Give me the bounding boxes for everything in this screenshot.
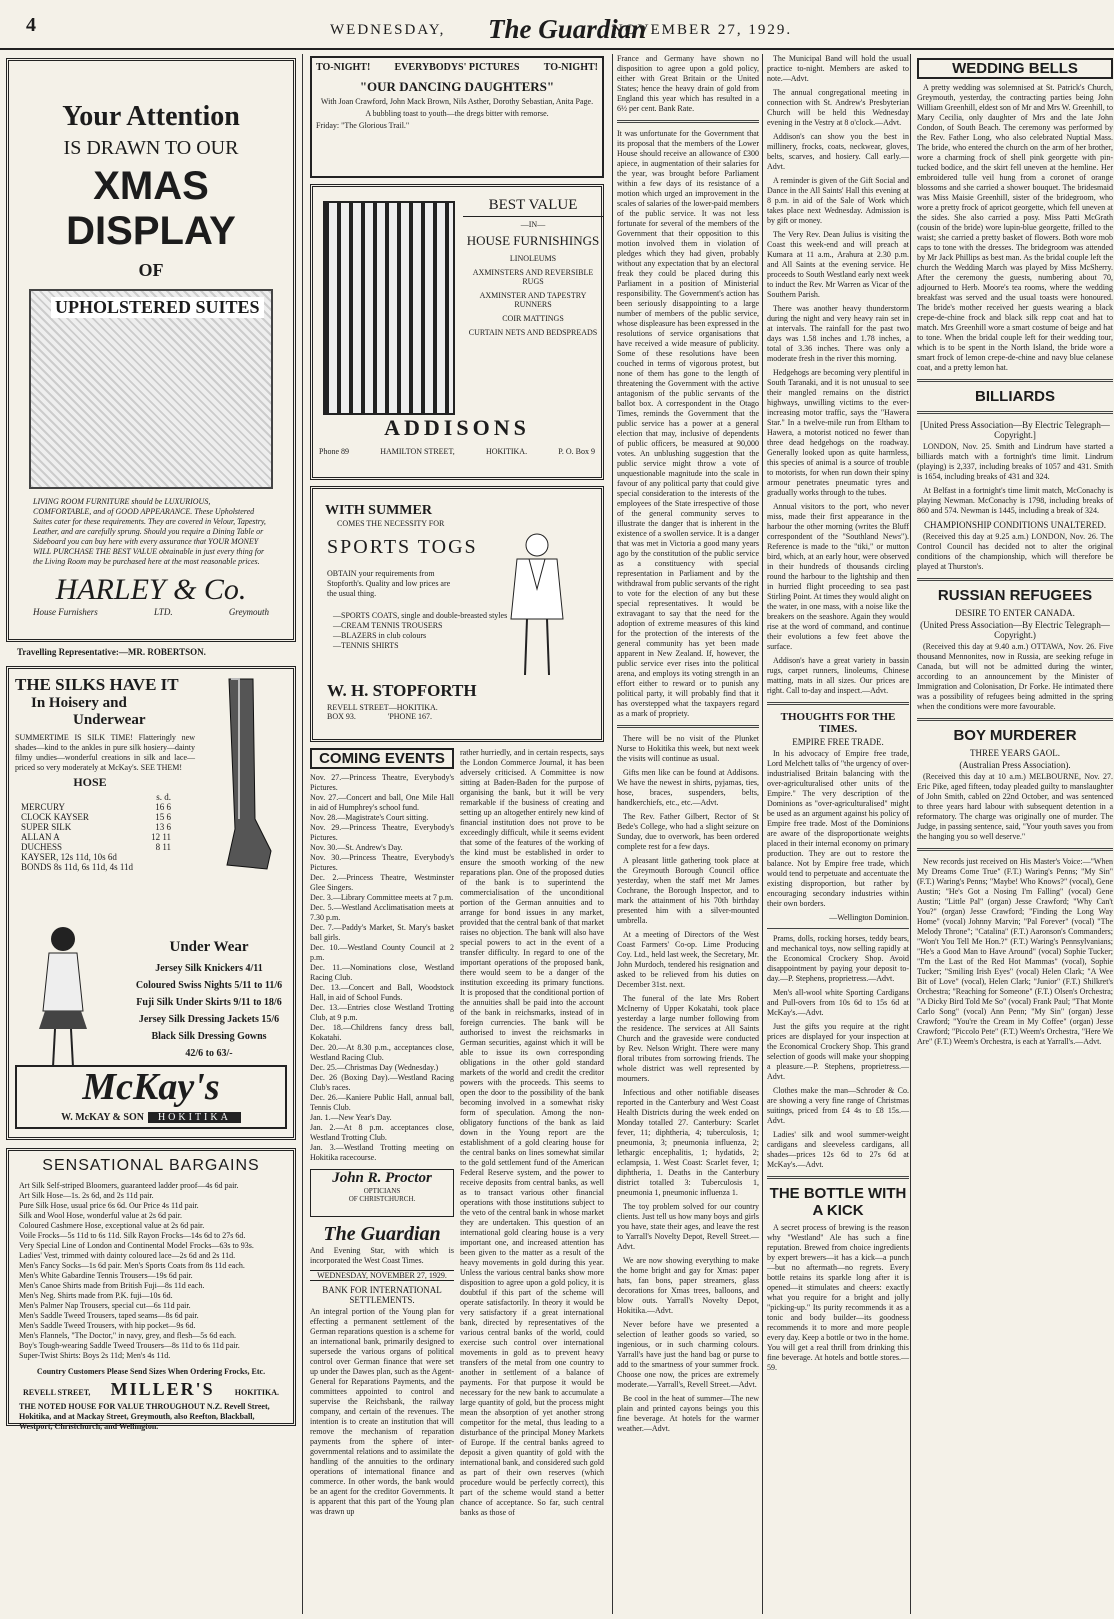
- list-item: Dec. 3.—Library Committee meets at 7 p.m.: [310, 893, 454, 902]
- hose-col-s: s.: [156, 792, 162, 802]
- mckay-logo: [15, 1065, 287, 1129]
- list-item: AXMINSTER AND TAPESTRY RUNNERS: [479, 291, 587, 309]
- list-item: Men's Neg. Shirts made from P.K. fuji—10s 6d.: [19, 1291, 173, 1300]
- coming-events-title: COMING EVENTS: [310, 748, 454, 769]
- furniture-illustration: [29, 289, 273, 489]
- list-item: —SPORTS COATS, single and double-breasted styles: [333, 611, 508, 620]
- hose-title: HOSE: [73, 775, 107, 789]
- list-item: Dec. 25.—Christmas Day (Wednesday.): [310, 1063, 439, 1072]
- list-item: Men's Fancy Socks—1s 6d pair. Men's Sports Coats from 8s 11d each.: [19, 1261, 245, 1270]
- list-item: Dec. 18.—Childrens fancy dress ball, Kokatahi.: [310, 1023, 454, 1042]
- millers-brand: MILLER'S: [110, 1379, 215, 1399]
- silks-head: THE SILKS HAVE IT: [15, 675, 179, 694]
- mckay-silks-ad: [6, 666, 296, 1140]
- addisons-copy: [463, 197, 603, 342]
- public-service-leader: It was unfortunate for the Government that its proposal that the members of the Lower House should receive an allowance of £300 apiece, in augmentation of their salaries for the year, was brought before Parliament within a few days of its resistance of a motion which urged an improvement in the scales of salaries of the lower-paid members of the public service. It was not less fortunate for several of the members of the Government that their opposition to this motion involved them in violation of pledges which they had given, probably without any expectation that by an electoral freak they could be placed during this Parliament in a position of Ministerial responsibility. The Government's action has been seriously disappointing to a large number of members of the public service, whose displeasure has been expressed in the resolutions of service organisations that have received a wide measure of publicity. Some of these resolutions have been couched in terms of vigorous protest, but none of them has gone to the length of threatening the Government with the active antagonism of the public servants of the ballot box. A correspondent in the Otago Times, reminds the Government that the public service has a power at a general election that may, inclusive of dependents of public officers, be measured at 90,000 votes. An unblushing suggestion that the public service might throw a vote of unquestionable magnitude into the scale in favour of any political party that could give special consideration to the interests of the employees of the State irrespective of those of the general community serves to illustrate the danger that is inherent in the existence of a swollen service. It is a danger that was met in Victoria a good many years ago by the constitution of the public service as a constituency with special representation in Parliament and by the withdrawal from public servants of the right to vote for the election of any but these special representatives. It would be extravagant to say that the need for the adoption of extreme measures of this kind for the protection of the interests of the general community has yet been made apparent in New Zealand. If, however, the public service ever rises into the political arena, and employs its voting strength in an effort either to reward or to punish any political party, it will probably find that it has overstepped what the taxpayers regard as a mark of propriety.: [617, 129, 760, 718]
- ad-display-heading: XMAS DISPLAY: [66, 164, 236, 253]
- list-item: Addison's can show you the best in millinery, frocks, coats, neckwear, gloves, belts, scarves, and hosiery. Call early.—Advt.: [767, 132, 909, 171]
- proctor-ad: [310, 1169, 454, 1217]
- list-item: Nov. 30.—St. Andrew's Day.: [310, 843, 403, 852]
- list-item: The Rev. Father Gilbert, Rector of St Bede's College, who had a slight seizure on Sunday, due to overwork, has been ordered complete rest for a few days.: [617, 812, 759, 851]
- list-item: Men's Canoe Shirts made from British Fuji—8s 11d each.: [19, 1281, 205, 1290]
- list-item: Men's all-wool white Sporting Cardigans and Pull-overs from 10s 6d to 15s 6d at McKay's.—Advt.: [767, 988, 909, 1017]
- hose-name: MERCURY: [21, 802, 66, 812]
- table-row: [21, 802, 171, 812]
- millers-footer: THE NOTED HOUSE FOR VALUE THROUGHOUT N.Z. Revell Street, Hokitika, and at Mackay Street, Greymouth, also Reefton, Blackball, Westport, Christchurch, and Wellington.: [19, 1402, 270, 1431]
- stopforth-box: BOX 93.: [327, 712, 356, 721]
- list-item: —TENNIS SHIRTS: [333, 641, 399, 650]
- list-item: Never before have we presented a selection of leather goods so varied, so ingenious, or in such charming colours. Yarrall's have just the hand bag or purse to add to the smartness of your summer frock. Choose one now, the prices are extremely moderate.—Yarrall's, Revell Street.—Advt.: [617, 1320, 759, 1389]
- addisons-town: HOKITIKA.: [485, 447, 528, 456]
- ad-of: OF: [138, 260, 164, 280]
- list-item: Prams, dolls, rocking horses, teddy bears, and mechanical toys, now selling rapidly at the Economical Crockery Shop. Avoid disappointment by paying your deposit to-day.—P. Stephens, proprietress.—Advt.: [767, 934, 909, 983]
- bottle-text: A secret process of brewing is the reason why "Westland" Ale has such a fine reputation. Brewed from choice ingredients by expert brewers—it has a kick—a punch—but no aftermath—no regrets. Every bottle retains its sparkle long after it is opened—it stimulates and cheers: exactly what you require for a bright and jolly "picking-up." Its purity recommends it as a tonic and body builder—its goodness recommends it to more and more people every day. Keep a bottle or two in the home. You will get a real thrill from drinking this fine beverage. At hotels and bottle stores.—59.: [767, 1223, 909, 1372]
- table-row: [21, 842, 171, 852]
- billiards-head2: CHAMPIONSHIP CONDITIONS UNALTERED.: [923, 520, 1107, 530]
- mckay-town: HOKITIKA: [148, 1112, 241, 1123]
- hose-table: [21, 792, 171, 872]
- film-tagline: A bubbling toast to youth—the dregs bitter with remorse.: [365, 109, 549, 118]
- list-item: The annual congregational meeting in connection with St. Andrew's Presbyterian Church will be held this Wednesday evening in the Vestry at 8 o'clock.—Advt.: [767, 88, 909, 127]
- divider: [917, 578, 1113, 581]
- list-item: Dec. 13.—Concert and Ball, Woodstock Hall, in aid of School Funds.: [310, 983, 454, 1002]
- film-friday: Friday: "The Glorious Trail.": [316, 121, 410, 130]
- divider: [917, 848, 1113, 851]
- list-item: Men's Saddle Tweed Trousers, with hip pocket—9s 6d.: [19, 1321, 196, 1330]
- list-item: Jan. 3.—Westland Trotting meeting on Hokitika racecourse.: [310, 1143, 454, 1162]
- billiards-p2: At Belfast in a fortnight's time limit match, McConachy is playing Newman. McConachy is 1798, including breaks of 860 and 574. Newman is 1445, including a break of 324.: [917, 486, 1113, 515]
- column-4: [762, 54, 909, 1614]
- stopforth-body: OBTAIN your requirements from Stopforth's. Quality and low prices are the usual thing.: [327, 569, 451, 598]
- divider: [617, 120, 759, 123]
- firm-name: HARLEY & Co.: [55, 573, 247, 606]
- list-item: Men's Flannels, "The Doctor," in navy, grey, and flesh—5s 6d each.: [19, 1331, 237, 1340]
- hose-name: ALLAN A: [21, 832, 60, 842]
- list-item: CURTAIN NETS AND BEDSPREADS: [468, 328, 598, 337]
- hose-price: 8 11: [155, 842, 171, 852]
- firm-desc: House Furnishers: [33, 607, 98, 617]
- list-item: Boy's Tough-wearing Saddle Tweed Trousers—8s 11d to 6s 11d pair.: [19, 1341, 240, 1350]
- divider: [917, 411, 1113, 414]
- list-item: Black Silk Dressing Gowns: [151, 1031, 267, 1042]
- addisons-phone: Phone 89: [319, 447, 349, 456]
- list-item: Dec. 2.—Princess Theatre, Westminster Glee Singers.: [310, 873, 454, 892]
- list-item: Dec. 20.—At 8.30 p.m., acceptances close, Westland Racing Club.: [310, 1043, 454, 1062]
- addisons-brand: ADDISONS: [384, 415, 530, 440]
- proctor-opticians: OPTICIANS: [363, 1187, 401, 1195]
- list-item: Be cool in the heat of summer—The new plain and printed cayons beings you this fine beverage. At hotels for the warmer weather.—Advt.: [617, 1394, 759, 1433]
- list-item: At a meeting of Directors of the West Coast Farmers' Co-op. Lime Producing Coy. Ltd., held last week, the Secretary, Mr. John Murdoch, tendered his resignation and asked to be relieved from his duties on December 31st. next.: [617, 930, 759, 989]
- list-item: Super-Twist Shirts: Boys 2s 11d; Men's 4s 11d.: [19, 1351, 171, 1360]
- addisons-street: HAMILTON STREET,: [380, 447, 455, 456]
- divider: [917, 718, 1113, 721]
- guardian-title: The Guardian: [323, 1223, 441, 1245]
- col3-top-text: France and Germany have shown no disposition to agree upon a gold policy, either with Great Britain or the United States; hence the heavy drain of gold from England this year which has resulted in a 6½ per cent. Bank Rate.: [617, 54, 759, 113]
- millers-street: REVELL STREET,: [23, 1388, 91, 1397]
- list-item: Hedgehogs are becoming very plentiful in South Taranaki, and it is not unusual to see their mangled remains on the district highways, unwilling victims to the ever-increasing motor traffic, says the "Hawera Star." In a twelve-mile run from Eltham to Hawera, a motorist noticed no fewer than three dead hedgehogs on the roadway. Generally looked upon as quite harmless, this species of animal is a source of trouble to motorists, for when run down their spiny armour penetrates pneumatic tyres and gradually works through to the tubes.: [767, 368, 909, 497]
- column-5: [910, 54, 1113, 1614]
- list-item: There was another heavy thunderstorm during the night and very heavy rain set in at intervals. The rainfall for the past two days was 1.58 inches and 1.78 inches, a total of 3.36 inches. There was only a moderate fresh in the river this morning.: [767, 304, 909, 363]
- addisons-ad: [310, 184, 604, 480]
- underwear-list: [119, 939, 299, 1062]
- list-item: A pleasant little gathering took place at the Greymouth Borough Council office yesterday, when the staff met Mr James Cochrane, the Borough Inspector, and to mark the attainment of his 70th birthday presented him with a silver-mounted umbrella.: [617, 856, 759, 925]
- billiards-p3: (Received this day at 9.25 a.m.) LONDON, Nov. 26. The Control Council has decided not to alter the original conditions of the championship, which will therefore be played at Thurston's.: [917, 532, 1113, 571]
- list-item: The toy problem solved for our country clients. Just tell us how many boys and girls you have, state their ages, and leave the rest to Yarrall's Novelty Depot, Revell Street.—Advt.: [617, 1202, 759, 1251]
- list-item: —CREAM TENNIS TROUSERS: [333, 621, 443, 630]
- billiards-p1: LONDON, Nov. 25. Smith and Lindrum have started a billiards match with a fortnight's time limit. Lindrum (playing) is 2,337, including breaks of 1057 and 431. Smith is 1654, including breaks of 431 and 324.: [917, 442, 1113, 481]
- millers-town: HOKITIKA.: [234, 1388, 279, 1397]
- hose-name: CLOCK KAYSER: [21, 812, 89, 822]
- list-item: The Very Rev. Dean Julius is visiting the Coast this week-end and will preach at Kumara at 11 a.m., Arahura at 2.30 p.m. and All Saints at the evening service. He proceeds to South Westland early next week to induct the Rev. Mr Warren as Vicar of the Southern Parish.: [767, 230, 909, 299]
- hose-name: DUCHESS: [21, 842, 63, 852]
- divider: [767, 1176, 909, 1179]
- guardian-date: WEDNESDAY, NOVEMBER 27, 1929.: [310, 1270, 454, 1281]
- list-item: We are now showing everything to make the home bright and gay for Xmas: paper hats, fan bons, paper streamers, glass decorations for Xmas trees, balloons, and blow outs. Yarrall's Novelty Depot, Hokitika.—Advt.: [617, 1256, 759, 1315]
- millers-ad: [6, 1148, 296, 1431]
- list-item: Annual visitors to the port, who never miss, made their first appearance in the harbour the other morning (writes the Bluff correspondent of the "Southland News"). Reference is made to the "tiki," or mutton bird, which, at an early hour, were observed in their hundreds of thousands circling round the harbour to the lightship and then in hurried flight proceeding to sea past Stirling Point. At times they would alight on the water, in one mass, with a noise like the breakers on the seashore. Again they would rise at the word of command, and continue their evolutions a few feet above the surface.: [767, 502, 909, 651]
- list-item: Nov. 27.—Princess Theatre, Everybody's Pictures.: [310, 773, 454, 792]
- hose-header-row: [21, 792, 171, 802]
- list-item: Art Silk Self-striped Bloomers, guaranteed ladder proof—4s 6d pair.: [19, 1181, 239, 1190]
- tonight-left: TO-NIGHT!: [316, 62, 371, 73]
- divider: [617, 725, 759, 728]
- divider: [767, 928, 909, 929]
- list-item: Gifts men like can be found at Addisons. We have the newest in shirts, pyjamas, ties, hose, braces, suspenders, belts, handkerchiefs, etc., etc.—Advt.: [617, 768, 759, 807]
- refugees-source: (United Press Association—By Electric Telegraph—Copyright.): [920, 620, 1110, 640]
- murderer-source: (Australian Press Association).: [959, 760, 1071, 770]
- list-item: Men's Palmer Nap Trousers, special cut—6s 11d pair.: [19, 1301, 191, 1310]
- column-3: [612, 54, 759, 1614]
- list-item: Dec. 10.—Westland County Council at 2 p.m.: [310, 943, 454, 962]
- millers-brand-line: [15, 1377, 287, 1402]
- millers-country: Country Customers Please Send Sizes When Ordering Frocks, Etc.: [36, 1367, 266, 1376]
- ad-headline: Your Attention: [62, 101, 240, 132]
- list-item: Coloured Swiss Nights 5/11 to 11/6: [135, 980, 283, 991]
- silks-copy: SUMMERTIME IS SILK TIME! Flatteringly new shades—kind to the ankles in pure silk hosiery—dainty filmy undies—wonderful creations in silk and lace—priced so very moderately at McKay's. SEE THEM!: [15, 733, 195, 772]
- stopforth-street: REVELL STREET—HOKITIKA.: [327, 703, 438, 712]
- hose-col-d: d.: [164, 792, 171, 802]
- divider: [767, 702, 909, 705]
- firm-details: [15, 607, 287, 617]
- refugees-head: DESIRE TO ENTER CANADA.: [955, 608, 1075, 618]
- millers-title: SENSATIONAL BARGAINS: [42, 1157, 260, 1174]
- pictures-ad: [310, 56, 604, 178]
- refugees-text: (Received this day at 9.40 a.m.) OTTAWA, Nov. 26. Five thousand Mennonites, now in Russia, are seeking refuge in Canada, but will not be admitted during the winter, according to an announcement by the Minister of Immigration and Colonisation, Dr Forke. He intimated there was a possibility of refugees being admitted in the spring when the conditions were more favourable.: [917, 642, 1113, 711]
- list-item: Art Silk Hose—1s. 2s 6d, and 2s 11d pair.: [19, 1191, 154, 1200]
- masthead: [0, 0, 1114, 50]
- building-illustration: [323, 201, 455, 415]
- list-item: Silk and Wool Hose, wonderful value at 2s 6d pair.: [19, 1211, 182, 1220]
- list-item: Pure Silk Hose, usual price 6s 6d. Our Price 4s 11d pair.: [19, 1201, 199, 1210]
- list-item: 42/6 to 63/-: [185, 1048, 233, 1059]
- table-row: [21, 862, 171, 872]
- thoughts-head: EMPIRE FREE TRADE.: [792, 737, 884, 747]
- list-item: Dec. 7.—Paddy's Market, St. Mary's basket ball girls.: [310, 923, 454, 942]
- addisons-address: [319, 447, 595, 456]
- leader-head: BANK FOR INTERNATIONAL SETTLEMENTS.: [322, 1285, 442, 1305]
- hose-name: BONDS 8s 11d, 6s 11d, 4s 11d: [21, 862, 134, 872]
- list-item: Voile Frocks—5s 11d to 6s 11d. Silk Rayon Frocks—14s 6d to 27s 6d.: [19, 1231, 246, 1240]
- silks-head-2: In Hoisery and: [31, 695, 127, 711]
- leader-text: An integral portion of the Young plan for effecting a permanent settlement of the German reparations question is a scheme for an international bank, primarily designed to supersede the various organs of political control over German finance that were set up under the Dawes plan, such as the Agent-General for Reparations Payments, and the committees appointed to control and supervise the Reichsbank, the railway company, and certain of the revenues. The intention is to create an institution that will remove the mechanism of reparation payments from the sphere of inter-governmental relations and to assimilate the handling of the annuities to the ordinary operations of international finance and commerce. In other words, the bank would be an agent for the creditor Governments. It is apparent that this part of the Young plan was drawn up: [310, 1307, 454, 1516]
- murderer-head: THREE YEARS GAOL.: [970, 748, 1060, 758]
- addisons-pobox: P. O. Box 9: [558, 447, 595, 456]
- stopforth-phone: 'PHONE 167.: [387, 712, 432, 721]
- list-item: Very Special Line of London and Continental Model Frocks—63s to 93s.: [19, 1241, 254, 1250]
- col2-left: [310, 748, 454, 1607]
- masthead-date: NOVEMBER 27, 1929.: [612, 22, 793, 38]
- list-item: Men's Saddle Tweed Trousers, taped seams—8s 6d pair.: [19, 1311, 199, 1320]
- illustration-label: UPHOLSTERED SUITES: [51, 297, 264, 318]
- list-item: Men's White Gabardine Tennis Trousers—19s 6d pair.: [19, 1271, 193, 1280]
- stopforth-ad: [310, 486, 604, 742]
- list-item: Dec. 5.—Westland Acclimatisation meets at 7.30 p.m.: [310, 903, 454, 922]
- masthead-title: The Guardian: [488, 14, 647, 44]
- ad-copy: LIVING ROOM FURNITURE should be LUXURIOUS, COMFORTABLE, and of GOOD APPEARANCE. These Upholstered Suites cater for these requirements. They are covered in Velour, Tapestry, Leather, and are carefully sprung. Should you require a Dining Table or Sideboard you can buy here with every assurance that YOUR MONEY WILL PURCHASE THE BEST VALUE obtainable in just every thing for the Living Room may be purchased here at the most reasonable prices.: [33, 497, 266, 566]
- table-row: [21, 822, 171, 832]
- proctor-town: OF CHRISTCHURCH.: [348, 1195, 416, 1203]
- list-item: Fuji Silk Under Skirts 9/11 to 18/6: [136, 997, 282, 1008]
- millers-items: [19, 1181, 283, 1361]
- film-cast: With Joan Crawford, John Mack Brown, Nils Asther, Dorothy Sebastian, Anita Page.: [320, 97, 594, 106]
- sports-togs: SPORTS TOGS: [327, 536, 478, 558]
- table-row: [21, 832, 171, 842]
- col2-lower: [310, 748, 604, 1607]
- murderer-title: BOY MURDERER: [953, 727, 1077, 744]
- leader-continued: rather hurriedly, and in certain respects, says the London Commerce Journal, it has been adversely criticised. A Committee is now sitting at Baden-Baden for the purpose of organising the bank, but it will be very remarkable if the business of creating and setting up an altogether entirely new kind of financial institution does not prove to be exceedingly difficult, while it seems evident that some of the features of the working of the kind must be established in order to ensure the smooth working of the new reparations plan. One of the proposed duties of the bank is to superintend the commercialisation of the unconditional portion of the German annuities and to arrange for bond issues in any market, provided that the central bank of that market raises no objection. The bank will also have special powers to act in the event of a transfer difficulty. In regard to one of the important operations of the proposed bank, there would seem to be a danger of the institution exceeding its primary functions. It is proposed that the conditional portion of the annuities shall be paid into the account of the bank in reichsmarks, instead of in foreign currencies. The bank will be authorised to invest the reichsmarks in German securities, against which it will be able to issue its own corresponding obligations in the other gold standard markets of the world and credit the creditor powers with the proceeds. This seems to open the door to the possibility of the bank becoming involved in a somewhat risky form of speculation. Among the non-obligatory functions of the bank as laid down in the Young report are the establishment of a gold clearing house for the central banks on lines somewhat similar to the gold settlement fund of the American Federal Reserve system, and the power to receive deposits from central banks, as well as to transact various other financial operations with those institutions subject to the veto of the central bank in whose market they are undertaken. This question of an international gold clearing house is a very important one, and increased attention has been given to the matter as a result of the heavy movements in gold during this year. Unless the various central banks show more disposition to agree upon a gold policy, it is doubtful if this part of the scheme will operate satisfactorily. In theory it would be very satisfactory if a great international bank, directed by representatives of the various central banks of the world, could exercise such control over international movements in gold as to prevent heavy transfers of the metal from one country to another in settlement of a balance of payments. For that purpose it would be necessary for the new bank to accumulate a large quantity of gold, but the process might mean the absorption of yet another strong competitor for the metal, thus leading to a disturbance of the principal Money Markets of Europe. If the central banks agreed to deposit a given quantity of gold with the international bank, and considered such gold as part of their own reserves (which procedure would be perfectly correct), this part of the scheme would stand a better chance of acceptance. So far, such central banks as those of: [460, 748, 604, 1517]
- bottle-title: THE BOTTLE WITH A KICK: [769, 1185, 907, 1219]
- silks-head-3: Underwear: [73, 712, 146, 728]
- page-number: 4: [26, 14, 36, 36]
- billiards-title: BILLIARDS: [975, 388, 1055, 405]
- list-item: The funeral of the late Mrs Robert McInerny of Upper Kokatahi, took place yesterday a large number following from the residence. The services at All Saints Church and the graveside were conducted by Rev. Nelson Wright. There were many floral tributes from sorrowing friends. The whole district was well represented by mourners.: [617, 994, 759, 1083]
- column-2: [306, 54, 608, 1614]
- thoughts-text: In his advocacy of Empire free trade, Lord Melchett talks of "the urgency of over-industrialised Britain balancing with the over-agriculturalised other units of the Empire." The very description of the Dominions as "over-agriculturalised" might be used as an argument against his policy of Empire free trade. Most of the Dominions are aware of the disproportionate weights placed in their internal economy on primary production. They are out to restore the balance. Not by Empire free trade, which would tend to perpetuate and accentuate the existing disproportion, but rather by encouraging secondary industries within their own borders.: [767, 749, 909, 908]
- list-item: Clothes make the man—Schroder & Co. are showing a very fine range of Christmas suitings, priced from £4 4s to £8 15s.—Advt.: [767, 1086, 909, 1125]
- masthead-day: WEDNESDAY,: [330, 22, 446, 38]
- film-title: "OUR DANCING DAUGHTERS": [359, 79, 555, 94]
- wedding-text: A pretty wedding was solemnised at St. Patrick's Church, Greymouth, yesterday, the contracting parties being John William Greenhill, eldest son of Mr and Mrs W. Greenhill, to Mary Cecilia, only daughter of Mrs and the late John Condon, of South Beach. The ceremony was performed by the Rev. Father Long, who also celebrated Nuptial Mass. The bride, who entered the church on the arm of her brother, wore a charming frock of shell pink georgette with pin-tucked bodice, and the skirt fell uneven at the hemline. Her embroidered tulle veil hung from a coronet of orange blossoms and she carried a shower bouquet. The bridesmaid was Miss Maisie Greenhill, sister of the bridegroom, who wore a pretty frock of apricot georgette, which fell uneven at the sides. She also carried a posy. Miss Patti McGrath (cousin of the bride) wore lupin-blue georgette, frilled to the waist; she carried a pretty basket of flowers. Both wore mob caps to tone with the dresses. The bridegroom was attended by Mr Jack Phillips as best man. As the bridal couple left the church the Wedding March was played by Miss McSherry. After the ceremony the guests, numbering about 70, adjourned to Herb. Moore's tea rooms, where the wedding breakfast was served and the usual toasts were honoured. The bride's mother received her guests wearing a black crepe-de-chine frock and black silk repp coat and hat to match. Mrs Greenhill wore a smart costume of beige and hat to tone. When the bridal couple left for their wedding tour, which is to be spent in the North Island, the bride wore a smart frock of lemon crepe-de-chine and navy blue celanese coat, and a pretty lemon hat.: [917, 83, 1113, 372]
- list-item: Dec. 26.—Kaniere Public Hall, annual ball, Tennis Club.: [310, 1093, 454, 1112]
- pictures-header: [316, 62, 598, 73]
- list-item: The Municipal Band will hold the usual practice to-night. Members are asked to note.—Advt.: [767, 54, 909, 83]
- hose-name: KAYSER, 12s 11d, 10s 6d: [21, 852, 117, 862]
- proctor-name: John R. Proctor: [332, 1170, 432, 1186]
- list-item: Jan. 1.—New Year's Day.: [310, 1113, 392, 1122]
- thoughts-source: —Wellington Dominion.: [829, 913, 909, 922]
- col2-right: [460, 748, 604, 1607]
- list-item: Jersey Silk Knickers 4/11: [155, 963, 263, 974]
- list-item: LINOLEUMS: [509, 254, 557, 263]
- coming-events-list: [310, 773, 454, 1163]
- list-item: Jersey Silk Dressing Jackets 15/6: [138, 1014, 280, 1025]
- comes-necessity: COMES THE NECESSITY FOR: [337, 519, 445, 528]
- list-item: Dec. 13.—Entries close Westland Trotting Club, at 9 p.m.: [310, 1003, 454, 1022]
- list-item: —BLAZERS in club colours: [333, 631, 427, 640]
- list-item: Dec. 11.—Nominations close, Westland Racing Club.: [310, 963, 454, 982]
- list-item: Coloured Cashmere Hose, exceptional value at 2s 6d pair.: [19, 1221, 205, 1230]
- firm-town: Greymouth: [228, 607, 269, 617]
- table-row: [21, 812, 171, 822]
- records-advt: New records just received on His Master's Voice:—"When My Dreams Come True" (F.T.) Waring's Penns; "My Sin" (F.T.) Waring's Penns; "Maybe! Who Knows?" (vocal), Gene Austin; "He's Got a Nosing I'm Falling" (vocal) Gene Austin; "Little Pal" (organ) Jesse Crawford; "Why Can't You?" (organ) Jesse Crawford; "Finding the Long Way Home" (vocal) Johnny Marvin; "Pal Forever" (vocal) "The Melody Throne"; "Catalina" (F.T.) Aaronson's Commanders; "Won't You Tell Me Hon.?" (F.T.) Waring's Pennsylvanians; "He's a Good Man to Have Around" (vocal) Sophie Tucker; "I'm the Last of the Red Hot Mammas" (vocal), Sophie Tucker; "Smiling Irish Eyes" (vocal) Helen Clark; "A Wee Bit of Love" (vocal), Helen Clark; "Junior" (F.T.) Shilkret's Orchestra; "Reaching for Someone" (F.T.) Olsen's Orchestra; "A Dicky Bird Told Me So" (vocal) Frank Paul; "That Monte Carlo Song" (vocal) Ann Penn; "My Sin" (organ) Jesse Crawford; "You're the Cream in My Coffee" (organ) Jesse Crawford; "Piccolo Pete" (F.T.) Weem's Orchestra, "Here We Are" (F.T.) Weem's Orchestra, is each at Yarrall's.—Advt.: [917, 857, 1113, 1046]
- table-row: [21, 852, 171, 862]
- hose-price: 12 11: [151, 832, 171, 842]
- with-summer: WITH SUMMER: [325, 503, 432, 518]
- stocking-illustration: [209, 679, 279, 879]
- mckay-sub: W. McKAY & SON: [61, 1112, 144, 1123]
- list-item: COIR MATTINGS: [502, 314, 564, 323]
- list-item: Nov. 30.—Princess Theatre, Everybody's Pictures.: [310, 853, 454, 872]
- wedding-title: WEDDING BELLS: [917, 58, 1113, 79]
- column-1: [0, 54, 303, 1614]
- list-item: Infectious and other notifiable diseases reported in the Canterbury and West Coast Health Districts during the week ended on Monday totalled 27. Canterbury: Scarlet fever, 11; diphtheria, 4; tuberculosis, 1; pneumonia, 3; pneumonia influenza, 2; lethargic encephalitis, 1; hydatids, 2; eclampsia, 1. West Coast: Scarlet fever, 1; diphtheria, 1. Deaths in the Canterbury district totalled 3: Tuberculosis 1, pneumonia 1, pneumonic influenza 1.: [617, 1088, 759, 1197]
- hose-price: 16 6: [155, 802, 171, 812]
- thoughts-title: THOUGHTS FOR THE TIMES.: [780, 711, 896, 735]
- tonight-right: TO-NIGHT!: [543, 62, 598, 73]
- list-item: Ladies' silk and wool summer-weight cardigans and sleeveless cardigans, all shades—prices 12s 6d to 27s 6d at McKay's.—Advt.: [767, 1130, 909, 1169]
- list-item: Ladies' Vest, trimmed with dainty coloured lace—2s 6d and 2s 11d.: [19, 1251, 236, 1260]
- underwear-title: Under Wear: [169, 939, 249, 955]
- billiards-source: [United Press Association—By Electric Telegraph—Copyright.]: [920, 420, 1110, 440]
- refugees-title: RUSSIAN REFUGEES: [937, 587, 1093, 604]
- best-value: BEST VALUE: [463, 197, 603, 217]
- divider: [917, 379, 1113, 382]
- list-item: Nov. 27.—Concert and ball, One Mile Hall in aid of Humphrey's school fund.: [310, 793, 454, 812]
- lady-illustration: [23, 921, 103, 1071]
- list-item: Nov. 29.—Princess Theatre, Everybody's Pictures.: [310, 823, 454, 842]
- mckay-logo-text: McKay's: [82, 1066, 220, 1108]
- list-item: Nov. 28.—Magistrate's Court sitting.: [310, 813, 429, 822]
- harley-xmas-ad: [6, 58, 296, 657]
- list-item: Dec. 26 (Boxing Day).—Westland Racing Club's races.: [310, 1073, 454, 1092]
- travelling-rep: Travelling Representative:—MR. ROBERTSON.: [17, 647, 206, 657]
- list-item: Jan. 2.—At 8 p.m. acceptances close, Westland Trotting Club.: [310, 1123, 454, 1142]
- pictures-name: EVERYBODYS' PICTURES: [394, 62, 520, 73]
- addisons-in: —IN—: [520, 220, 546, 229]
- ad-subline: IS DRAWN TO OUR: [63, 137, 239, 159]
- hose-name: SUPER SILK: [21, 822, 72, 832]
- hose-price: 15 6: [155, 812, 171, 822]
- stopforth-brand: W. H. STOPFORTH: [327, 681, 477, 700]
- list-item: Addison's have a great variety in bassin rugs, carpet runners, linoleums, Chinese matting, mats in all sizes. Our prices are right. Call to-day and inspect.—Advt.: [767, 656, 909, 695]
- list-item: There will be no visit of the Plunket Nurse to Hokitika this week, but next week the visits will continue as usual.: [617, 734, 759, 763]
- list-item: AXMINSTERS AND REVERSIBLE RUGS: [472, 268, 594, 286]
- list-item: Just the gifts you require at the right prices are displayed for your inspection at the Economical Crockery Shop. This grand selection of goods will make your shopping a pleasure.—P. Stephens, proprietress.—Advt.: [767, 1022, 909, 1081]
- list-item: A reminder is given of the Gift Social and Dance in the All Saints' Hall this evening at 8 p.m. in aid of the Sale of Work which takes place next Wednesday. Admission is by gift or money.: [767, 176, 909, 225]
- firm-ltd: LTD.: [153, 607, 173, 617]
- house-furnishings: HOUSE FURNISHINGS: [466, 233, 600, 248]
- man-illustration: [487, 529, 587, 679]
- stopforth-address: [327, 703, 438, 721]
- hose-price: 13 6: [155, 822, 171, 832]
- murderer-text: (Received this day at 10 a.m.) MELBOURNE, Nov. 27. Eric Pike, aged fifteen, today pleaded guilty to manslaughter of John Smith, cabled on 22nd October, and was sentenced to three years hard labour with subsequent detention in a reformatory. The charge was originally one of murder. The Judge, in passing sentence, said, "Your youth saves you from the hanging you so well deserve.": [917, 772, 1113, 841]
- guardian-sub: And Evening Star, with which is incorporated the West Coast Times.: [310, 1246, 454, 1265]
